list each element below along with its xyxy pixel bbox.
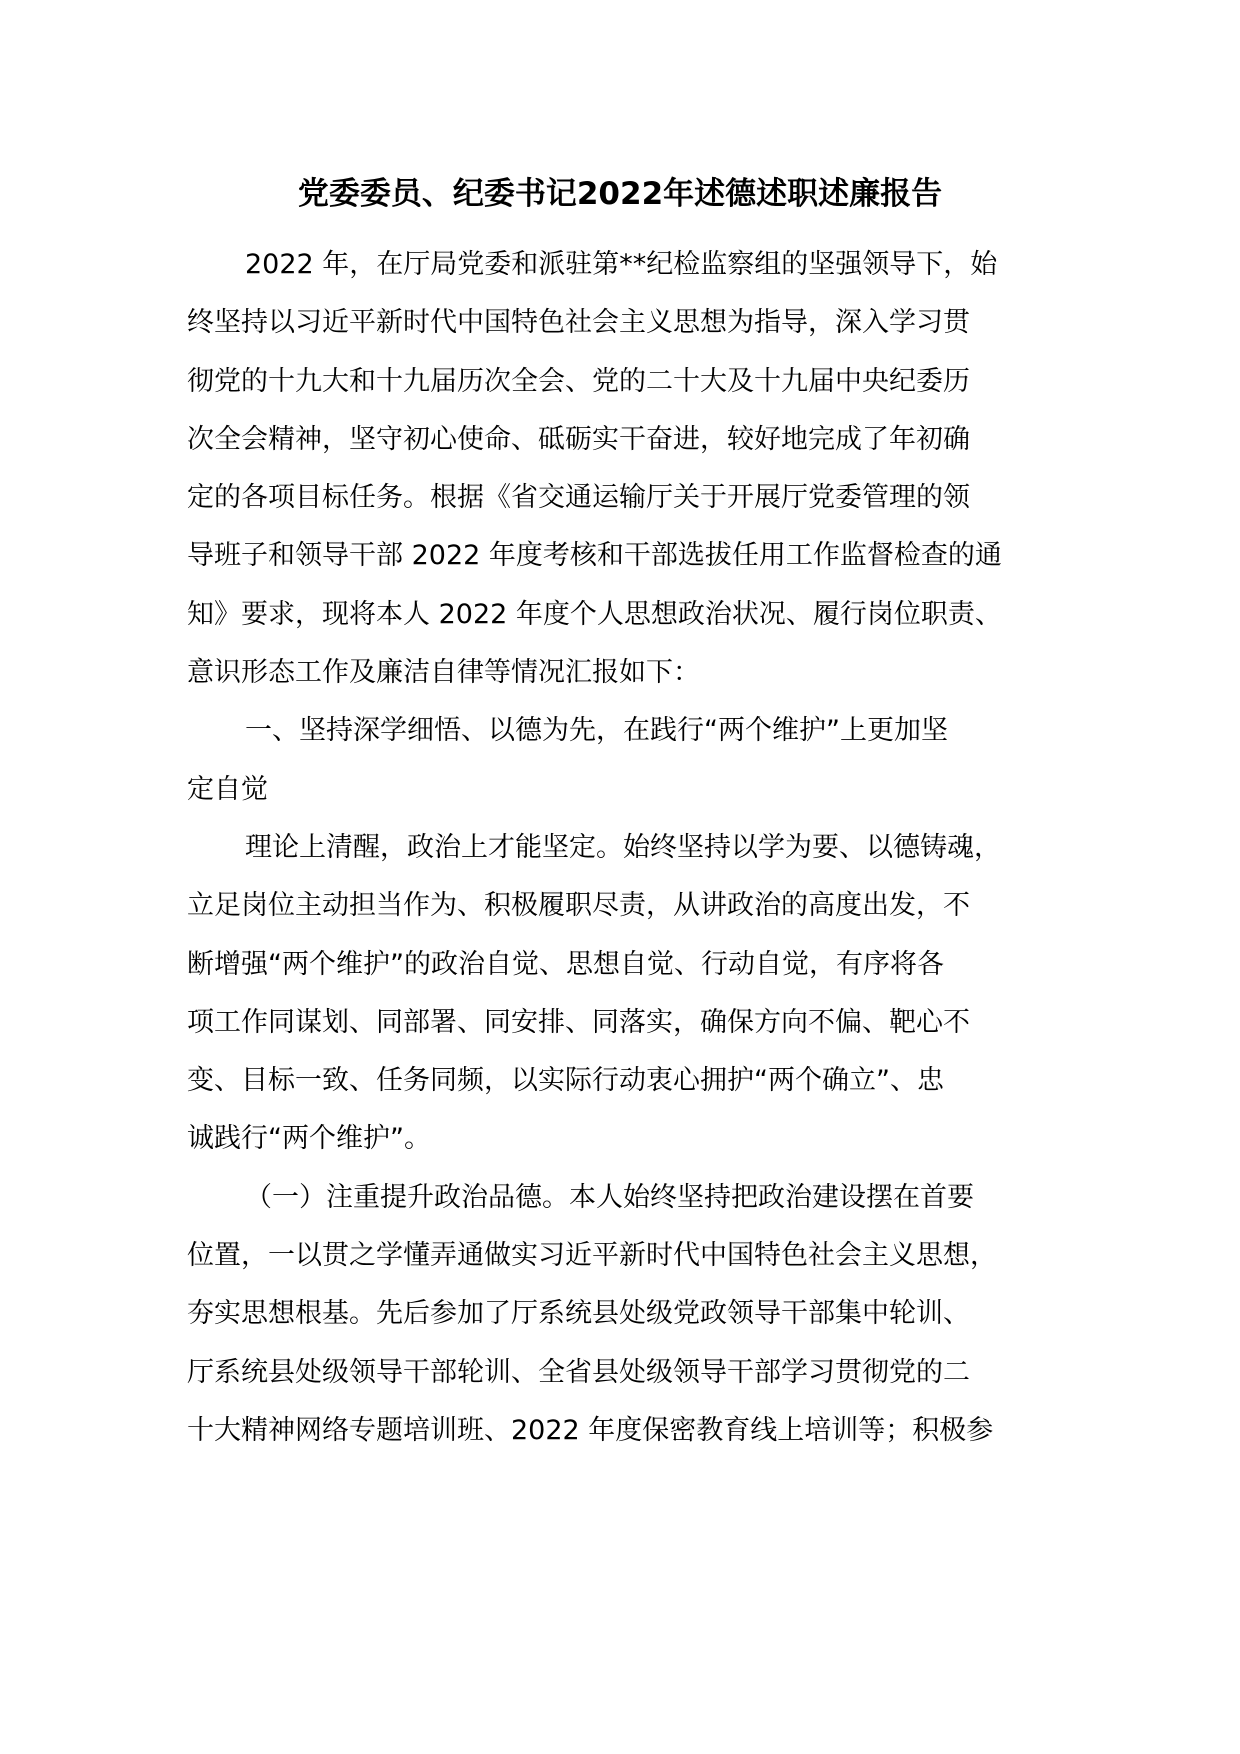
text-line: 立足岗位主动担当作为、积极履职尽责，从讲政治的高度出发，不 [187,890,970,922]
text-line: 十大精神网络专题培训班、2022 年度保密教育线上培训等；积极参 [187,1414,994,1446]
text-line: 定自觉 [187,773,268,805]
text-line: 意识形态工作及廉洁自律等情况汇报如下： [187,657,700,689]
text-line: 彻党的十九大和十九届历次全会、党的二十大及十九届中央纪委历 [187,365,970,397]
text-line: 项工作同谋划、同部署、同安排、同落实，确保方向不偏、靶心不 [187,1006,970,1038]
text-line: 厅系统县处级领导干部轮训、全省县处级领导干部学习贯彻党的二 [187,1356,970,1388]
text-line: 变、目标一致、任务同频，以实际行动衷心拥护“两个确立”、忠 [187,1065,944,1097]
text-line: 一、坚持深学细悟、以德为先，在践行“两个维护”上更加坚 [245,715,948,747]
paragraph-intro [187,236,1057,702]
text-line: （一）注重提升政治品德。本人始终坚持把政治建设摆在首要 [245,1181,974,1213]
text-line: 终坚持以习近平新时代中国特色社会主义思想为指导，深入学习贯 [187,307,970,339]
text-line: 位置，一以贯之学懂弄通做实习近平新时代中国特色社会主义思想， [187,1240,997,1272]
document-title: 党委委员、纪委书记2022年述德述职述廉报告 [297,176,943,212]
text-line: 导班子和领导干部 2022 年度考核和干部选拔任用工作监督检查的通 [187,540,1002,572]
text-line: 2022 年，在厅局党委和派驻第**纪检监察组的坚强领导下，始 [245,249,998,280]
text-line: 次全会精神，坚守初心使命、砥砺实干奋进，较好地完成了年初确 [187,423,970,455]
paragraph-subsection-1-1 [187,1169,1057,1460]
section-heading-1 [187,702,1057,819]
paragraph-section-1 [187,819,1057,1169]
text-line: 夯实思想根基。先后参加了厅系统县处级党政领导干部集中轮训、 [187,1298,970,1330]
text-line: 诚践行“两个维护”。 [187,1123,431,1155]
text-line: 定的各项目标任务。根据《省交通运输厅关于开展厅党委管理的领 [187,482,970,514]
text-line: 知》要求，现将本人 2022 年度个人思想政治状况、履行岗位职责、 [187,598,1002,630]
text-line: 断增强“两个维护”的政治自觉、思想自觉、行动自觉，有序将各 [187,948,944,980]
document-body [187,236,1057,1460]
text-line: 理论上清醒，政治上才能坚定。始终坚持以学为要、以德铸魂， [245,831,1001,863]
